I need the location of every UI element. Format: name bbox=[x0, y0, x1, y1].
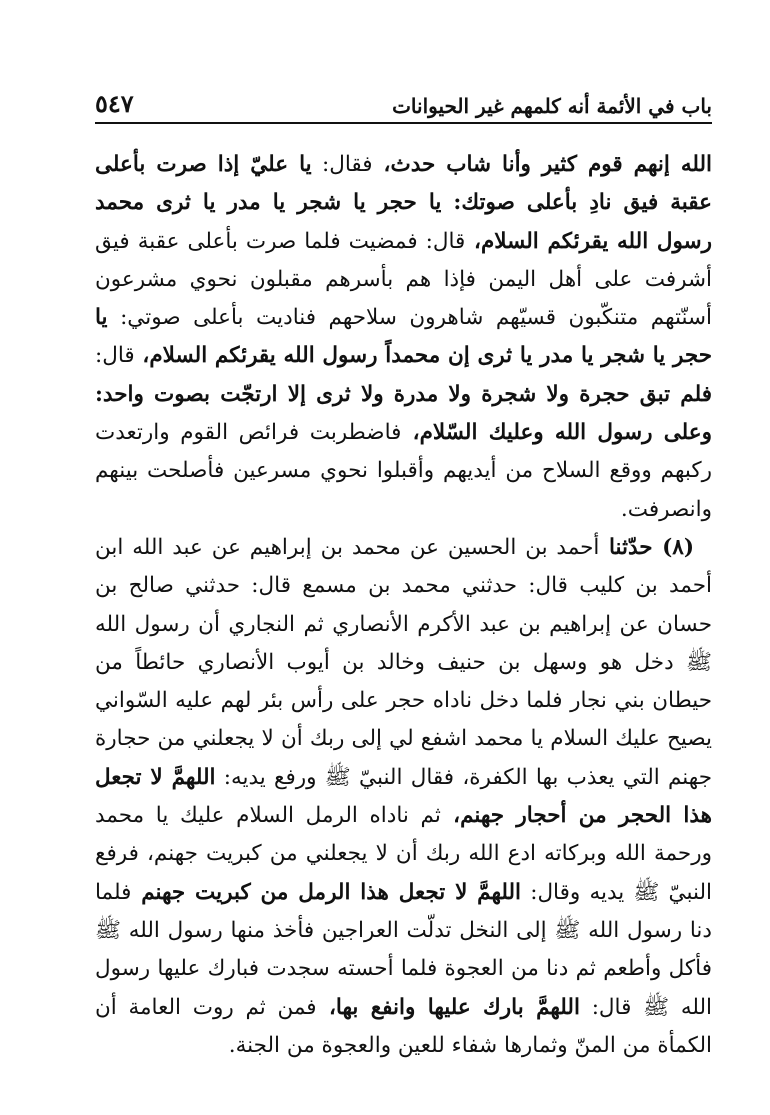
text-run: يا عليّ إذا صرت بأعلى عقبة فيق نادِ بأعلى صوتك: يا حجر يا شجر يا مدر يا ثرى محمد رسول الله يقرئكم السلام، bbox=[95, 152, 712, 254]
text-run: فلما دنا رسول الله ﷺ إلى النخل تدلّت العراجين فأخذ منها رسول الله ﷺ فأكل وأطعم ثم دنا من العجوة فلما أحسته سجدت فبارك عليها رسول الله ﷺ قال: bbox=[95, 879, 712, 1020]
text-run: قال: فمضيت فلما صرت بأعلى عقبة فيق أشرفت على أهل اليمن فإذا هم بأسرهم مقبلون نحوي مشرعون أسنّتهم متنكّبون قسيّهم شاهرون سلاحهم فناديت بأعلى صوتي: bbox=[95, 228, 712, 331]
chapter-title: باب في الأئمة أنه كلمهم غير الحيوانات bbox=[392, 94, 712, 118]
text-run: فمن ثم روت العامة أن الكمأة من المنّ وثمارها شفاء للعين والعجوة من الجنة. bbox=[95, 994, 712, 1058]
text-run: يا حجر يا شجر يا مدر يا ثرى إن محمداً رسول الله يقرئكم السلام، bbox=[95, 305, 712, 369]
text-run: الله إنهم قوم كثير وأنا شاب حدث، bbox=[372, 152, 712, 177]
text-run: اللهمَّ لا تجعل هذا الحجر من أحجار جهنم، bbox=[95, 764, 713, 829]
text-run: ثم ناداه الرمل السلام عليك يا محمد ورحمة الله وبركاته ادع الله ربك أن لا يجعلني من كبريت جهنم، فرفع النبيّ ﷺ يديه وقال: bbox=[95, 803, 712, 905]
text-run: أحمد بن الحسين عن محمد بن إبراهيم عن عبد الله ابن أحمد بن كليب قال: حدثني محمد بن مسمع قال: حدثني صالح بن حسان عن إبراهيم بن عبد الأكرم الأنصاري ثم النجاري أن رسول الله ﷺ دخل هو وسهل بن حنيف وخالد بن أيوب الأنصاري حائطاً من حيطان بني نجار فلما دخل ناداه حجر على رأس بئر لهم عليه السّواني يصيح عليك السلام يا محمد اشفع لي إلى ربك أن لا يجعلني من حجارة جهنم التي يعذب بها الكفرة، فقال النبيّ ﷺ ورفع يديه: bbox=[95, 534, 712, 790]
page-number: ٥٤٧ bbox=[95, 89, 134, 118]
text-run: قال: bbox=[95, 343, 135, 369]
text-run: اللهمَّ لا تجعل هذا الرمل من كبريت جهنم bbox=[131, 879, 522, 905]
paragraph-1 bbox=[95, 146, 712, 529]
text-run: فلم تبق حجرة ولا شجرة ولا مدرة ولا ثرى إلا ارتجّت بصوت واحد: وعلى رسول الله وعليك السّلام، bbox=[95, 381, 712, 446]
text-run: اللهمَّ بارك عليها وانفع بها، bbox=[316, 994, 580, 1020]
text-run: فقال: bbox=[311, 152, 373, 177]
body-text bbox=[95, 146, 712, 1065]
paragraph-2 bbox=[95, 529, 712, 1065]
text-run: (٨) حدّثنا bbox=[599, 534, 694, 560]
text-run: فاضطربت فرائص القوم وارتعدت ركبهم ووقع السلاح من أيديهم وأقبلوا نحوي مسرعين فأصلحت بينهم وانصرفت. bbox=[95, 420, 712, 522]
running-header bbox=[95, 78, 712, 124]
